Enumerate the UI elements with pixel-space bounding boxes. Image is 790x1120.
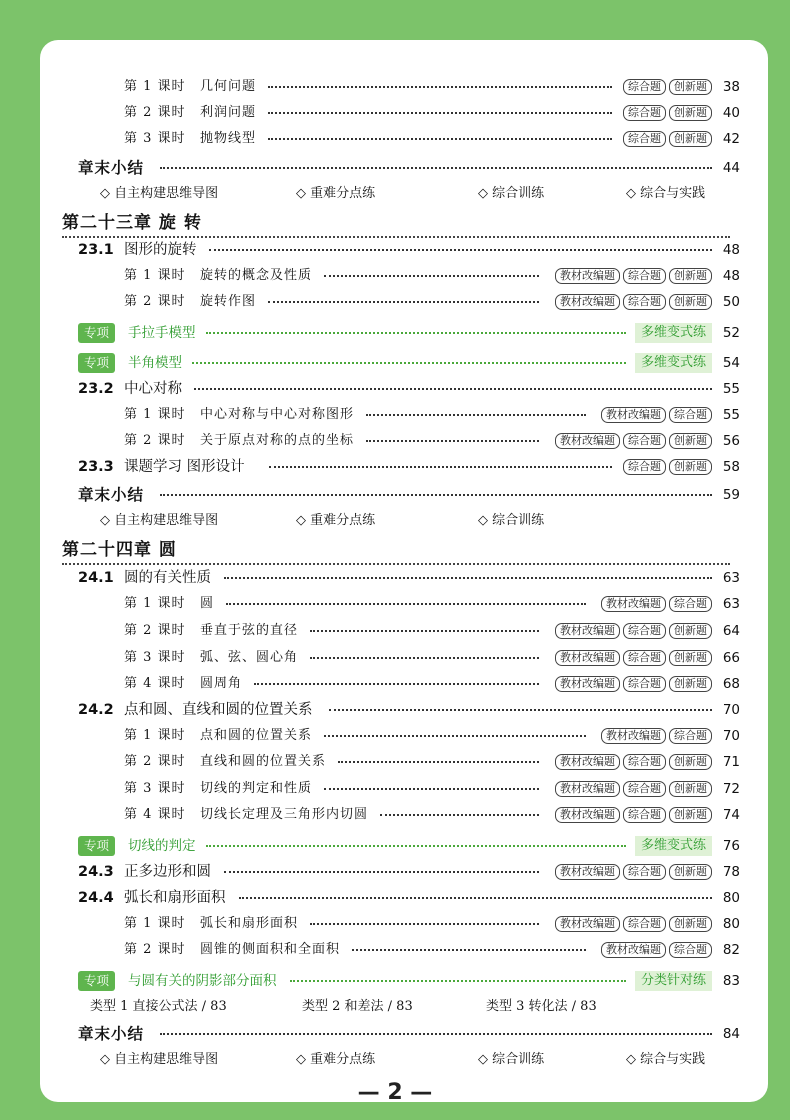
page-number: 70 (722, 702, 740, 718)
summary-item: ◇ 重难分点练 (296, 186, 376, 201)
special-title: 切线的判定 (128, 838, 196, 854)
tag-badge: 综合题 (669, 728, 712, 744)
question-type-tags (555, 676, 712, 692)
question-type-tags (555, 916, 712, 932)
toc-row-lesson[interactable] (0, 645, 790, 671)
section-title: 弧长和扇形面积 (124, 890, 226, 906)
leader-dots (324, 275, 539, 277)
tag-badge: 教材改编题 (555, 433, 620, 449)
page-number: 48 (722, 268, 740, 284)
lesson-label: 第 1 课时 (124, 79, 186, 94)
page-number: 76 (722, 838, 740, 854)
page-number: 66 (722, 650, 740, 666)
question-type-tags (623, 105, 712, 121)
tag-badge: 综合题 (623, 676, 666, 692)
tag-badge: 综合题 (623, 754, 666, 770)
leader-dots (268, 301, 539, 303)
question-type-tags (623, 79, 712, 95)
question-type-tags (555, 623, 712, 639)
lesson-title: 利润问题 (200, 105, 257, 120)
lesson-title: 圆周角 (200, 676, 243, 691)
tag-badge: 创新题 (669, 916, 712, 932)
leader-dots (268, 86, 612, 88)
summary-item: ◇ 重难分点练 (296, 1052, 376, 1067)
question-type-tags (555, 650, 712, 666)
special-badge: 专项 (78, 971, 115, 991)
section-title: 正多边形和圆 (124, 864, 211, 880)
toc-row-lesson[interactable] (0, 911, 790, 937)
page-number: 52 (722, 325, 740, 341)
tag-badge: 创新题 (669, 459, 712, 475)
page-number: 55 (722, 381, 740, 397)
tag-badge: 教材改编题 (555, 294, 620, 310)
tag-badge: 综合题 (623, 433, 666, 449)
question-type-tags (555, 807, 712, 823)
leader-dots (192, 362, 626, 364)
tag-badge: 教材改编题 (555, 864, 620, 880)
section-title: 中心对称 (124, 381, 182, 397)
leader-dots (160, 167, 712, 169)
tag-badge: 教材改编题 (601, 407, 666, 423)
toc-row-lesson[interactable] (0, 263, 790, 289)
summary-item: ◇ 综合与实践 (626, 1052, 706, 1067)
toc-row-lesson[interactable] (0, 776, 790, 802)
toc-row-section[interactable] (0, 454, 790, 480)
page-number: 64 (722, 623, 740, 639)
lesson-label: 第 4 课时 (124, 676, 186, 691)
leader-dots (268, 112, 612, 114)
toc-row-lesson[interactable] (0, 802, 790, 828)
leader-dots (310, 657, 539, 659)
page-number: 71 (722, 754, 740, 770)
lesson-label: 第 1 课时 (124, 728, 186, 743)
section-number: 23.2 (78, 381, 114, 397)
tag-badge: 综合题 (623, 650, 666, 666)
lesson-label: 第 1 课时 (124, 596, 186, 611)
toc-row-types (0, 994, 790, 1020)
tag-badge: 综合题 (623, 131, 666, 147)
summary-item: ◇ 自主构建思维导图 (100, 186, 219, 201)
chapter-summary-title: 章末小结 (78, 159, 145, 177)
toc-row-section[interactable] (0, 885, 790, 911)
lesson-title: 切线长定理及三角形内切圆 (200, 807, 369, 822)
page-number: 50 (722, 294, 740, 310)
leader-dots (366, 440, 539, 442)
tag-badge: 创新题 (669, 754, 712, 770)
lesson-label: 第 4 课时 (124, 807, 186, 822)
leader-dots (329, 709, 712, 711)
toc-row-end[interactable] (0, 482, 790, 508)
tag-badge: 创新题 (669, 623, 712, 639)
lesson-title: 抛物线型 (200, 131, 257, 146)
tag-badge: 综合题 (623, 807, 666, 823)
toc-row-section[interactable] (0, 697, 790, 723)
problem-type: 类型 1 直接公式法 / 83 (90, 999, 227, 1014)
tag-badge: 综合题 (623, 623, 666, 639)
question-type-tags (601, 728, 712, 744)
toc-row-lesson[interactable] (0, 937, 790, 963)
tag-badge: 创新题 (669, 79, 712, 95)
page-number: 72 (722, 781, 740, 797)
toc-row-sub (0, 1047, 790, 1073)
summary-item: ◇ 综合训练 (478, 1052, 545, 1067)
lesson-label: 第 2 课时 (124, 942, 186, 957)
special-badge: 专项 (78, 353, 115, 373)
question-type-tags (601, 942, 712, 958)
question-type-tags (555, 294, 712, 310)
section-number: 23.3 (78, 459, 114, 475)
question-type-tags (555, 754, 712, 770)
lesson-title: 圆 (200, 596, 215, 611)
leader-dots (310, 630, 539, 632)
page-number: 80 (722, 890, 740, 906)
toc-row-section[interactable] (0, 565, 790, 591)
tag-badge: 教材改编题 (555, 650, 620, 666)
leader-dots (324, 735, 586, 737)
leader-dots (160, 494, 712, 496)
question-type-tags (623, 131, 712, 147)
section-number: 24.1 (78, 570, 114, 586)
special-badge: 专项 (78, 836, 115, 856)
lesson-label: 第 3 课时 (124, 131, 186, 146)
leader-dots (380, 814, 539, 816)
tag-badge: 综合题 (669, 942, 712, 958)
leader-dots (268, 138, 612, 140)
tag-badge: 教材改编题 (601, 728, 666, 744)
leader-dots (209, 249, 712, 251)
leader-dots (239, 897, 712, 899)
section-title: 圆的有关性质 (124, 570, 211, 586)
toc-row-end[interactable] (0, 1021, 790, 1047)
leader-dots (206, 845, 626, 847)
page-number: 55 (722, 407, 740, 423)
lesson-title: 圆锥的侧面积和全面积 (200, 942, 341, 957)
lesson-title: 几何问题 (200, 79, 257, 94)
lesson-label: 第 2 课时 (124, 433, 186, 448)
lesson-title: 垂直于弦的直径 (200, 623, 299, 638)
chapter-summary-title: 章末小结 (78, 486, 145, 504)
page-number: 44 (722, 160, 740, 176)
tag-badge: 综合题 (623, 864, 666, 880)
question-type-tags (555, 433, 712, 449)
summary-item: ◇ 综合与实践 (626, 186, 706, 201)
toc-row-section[interactable] (0, 859, 790, 885)
leader-dots (254, 683, 539, 685)
leader-dots (160, 1033, 712, 1035)
toc-row-special[interactable] (0, 833, 790, 859)
summary-item: ◇ 综合训练 (478, 513, 545, 528)
lesson-title: 弧、弦、圆心角 (200, 650, 299, 665)
toc-row-lesson[interactable] (0, 289, 790, 315)
tag-badge: 创新题 (669, 781, 712, 797)
section-title: 图形的旋转 (124, 242, 197, 258)
leader-dots (290, 980, 626, 982)
tag-badge: 创新题 (669, 807, 712, 823)
toc-row-lesson[interactable] (0, 126, 790, 152)
toc-row-special[interactable] (0, 968, 790, 994)
toc-row-lesson[interactable] (0, 723, 790, 749)
tag-badge: 综合题 (623, 268, 666, 284)
lesson-label: 第 1 课时 (124, 916, 186, 931)
tag-badge: 创新题 (669, 864, 712, 880)
toc-row-special[interactable] (0, 320, 790, 346)
tag-badge: 教材改编题 (601, 596, 666, 612)
section-title: 点和圆、直线和圆的位置关系 (124, 702, 313, 718)
summary-item: ◇ 自主构建思维导图 (100, 513, 219, 528)
practice-label: 多维变式练 (635, 353, 712, 373)
special-title: 与圆有关的阴影部分面积 (128, 973, 277, 989)
special-title: 手拉手模型 (128, 325, 196, 341)
page-number: 59 (722, 487, 740, 503)
toc-row-lesson[interactable] (0, 100, 790, 126)
page-number: 58 (722, 459, 740, 475)
toc-row-end[interactable] (0, 155, 790, 181)
tag-badge: 创新题 (669, 294, 712, 310)
practice-label: 多维变式练 (635, 323, 712, 343)
page-number: 42 (722, 131, 740, 147)
lesson-label: 第 2 课时 (124, 294, 186, 309)
tag-badge: 教材改编题 (555, 676, 620, 692)
leader-dots (310, 923, 539, 925)
toc-row-lesson[interactable] (0, 618, 790, 644)
tag-badge: 创新题 (669, 433, 712, 449)
page-number: 70 (722, 728, 740, 744)
tag-badge: 教材改编题 (555, 781, 620, 797)
tag-badge: 综合题 (623, 79, 666, 95)
tag-badge: 教材改编题 (555, 916, 620, 932)
section-number: 24.4 (78, 890, 114, 906)
lesson-title: 点和圆的位置关系 (200, 728, 313, 743)
lesson-label: 第 1 课时 (124, 268, 186, 283)
toc-row-chapter (0, 537, 790, 563)
toc-row-lesson[interactable] (0, 74, 790, 100)
chapter-title: 第二十四章 圆 (62, 540, 177, 560)
chapter-summary-title: 章末小结 (78, 1025, 145, 1043)
tag-badge: 教材改编题 (555, 754, 620, 770)
section-number: 24.2 (78, 702, 114, 718)
question-type-tags (555, 268, 712, 284)
lesson-title: 关于原点对称的点的坐标 (200, 433, 355, 448)
tag-badge: 创新题 (669, 268, 712, 284)
question-type-tags (555, 864, 712, 880)
tag-badge: 教材改编题 (555, 623, 620, 639)
tag-badge: 教材改编题 (601, 942, 666, 958)
question-type-tags (623, 459, 712, 475)
leader-dots (338, 761, 539, 763)
tag-badge: 综合题 (669, 407, 712, 423)
toc-row-sub (0, 181, 790, 207)
toc-row-section[interactable] (0, 376, 790, 402)
lesson-label: 第 3 课时 (124, 650, 186, 665)
special-title: 半角模型 (128, 355, 182, 371)
toc-row-section[interactable] (0, 237, 790, 263)
toc-row-lesson[interactable] (0, 671, 790, 697)
tag-badge: 综合题 (623, 105, 666, 121)
page-number: 48 (722, 242, 740, 258)
lesson-label: 第 2 课时 (124, 754, 186, 769)
practice-label: 分类针对练 (635, 971, 712, 991)
toc-row-special[interactable] (0, 350, 790, 376)
leader-dots (226, 603, 586, 605)
summary-item: ◇ 综合训练 (478, 186, 545, 201)
leader-dots (324, 788, 539, 790)
question-type-tags (555, 781, 712, 797)
tag-badge: 综合题 (623, 459, 666, 475)
page-number: 63 (722, 596, 740, 612)
lesson-title: 弧长和扇形面积 (200, 916, 299, 931)
leader-dots (224, 577, 712, 579)
section-title: 课题学习 图形设计 (124, 459, 245, 475)
lesson-title: 旋转的概念及性质 (200, 268, 313, 283)
page-number: 63 (722, 570, 740, 586)
tag-badge: 教材改编题 (555, 807, 620, 823)
lesson-label: 第 1 课时 (124, 407, 186, 422)
lesson-label: 第 2 课时 (124, 105, 186, 120)
section-number: 23.1 (78, 242, 114, 258)
summary-item: ◇ 重难分点练 (296, 513, 376, 528)
question-type-tags (601, 407, 712, 423)
leader-dots (206, 332, 626, 334)
toc-row-lesson[interactable] (0, 428, 790, 454)
leader-dots (352, 949, 586, 951)
tag-badge: 创新题 (669, 650, 712, 666)
page-number: 78 (722, 864, 740, 880)
lesson-label: 第 2 课时 (124, 623, 186, 638)
toc-row-lesson[interactable] (0, 591, 790, 617)
toc-row-lesson[interactable] (0, 402, 790, 428)
page-number: 84 (722, 1026, 740, 1042)
lesson-title: 切线的判定和性质 (200, 781, 313, 796)
page-number: 80 (722, 916, 740, 932)
toc-row-sub (0, 508, 790, 534)
special-badge: 专项 (78, 323, 115, 343)
toc-row-chapter (0, 210, 790, 236)
leader-dots (269, 466, 612, 468)
page-number: 54 (722, 355, 740, 371)
lesson-title: 直线和圆的位置关系 (200, 754, 327, 769)
chapter-title: 第二十三章 旋 转 (62, 213, 202, 233)
tag-badge: 综合题 (623, 294, 666, 310)
lesson-label: 第 3 课时 (124, 781, 186, 796)
tag-badge: 综合题 (623, 916, 666, 932)
lesson-title: 中心对称与中心对称图形 (200, 407, 355, 422)
leader-dots (194, 388, 712, 390)
practice-label: 多维变式练 (635, 836, 712, 856)
tag-badge: 教材改编题 (555, 268, 620, 284)
tag-badge: 创新题 (669, 676, 712, 692)
question-type-tags (601, 596, 712, 612)
tag-badge: 创新题 (669, 105, 712, 121)
page-number: 82 (722, 942, 740, 958)
page-number: 40 (722, 105, 740, 121)
summary-item: ◇ 自主构建思维导图 (100, 1052, 219, 1067)
problem-type: 类型 3 转化法 / 83 (486, 999, 597, 1014)
problem-type: 类型 2 和差法 / 83 (302, 999, 413, 1014)
tag-badge: 创新题 (669, 131, 712, 147)
page-number: 68 (722, 676, 740, 692)
toc-row-lesson[interactable] (0, 749, 790, 775)
tag-badge: 综合题 (669, 596, 712, 612)
leader-dots (366, 414, 586, 416)
page-number: 56 (722, 433, 740, 449)
lesson-title: 旋转作图 (200, 294, 257, 309)
page-number: 83 (722, 973, 740, 989)
leader-dots (224, 871, 539, 873)
section-number: 24.3 (78, 864, 114, 880)
page-number: — 2 — (357, 1080, 433, 1105)
page-number: 38 (722, 79, 740, 95)
tag-badge: 综合题 (623, 781, 666, 797)
page-number: 74 (722, 807, 740, 823)
